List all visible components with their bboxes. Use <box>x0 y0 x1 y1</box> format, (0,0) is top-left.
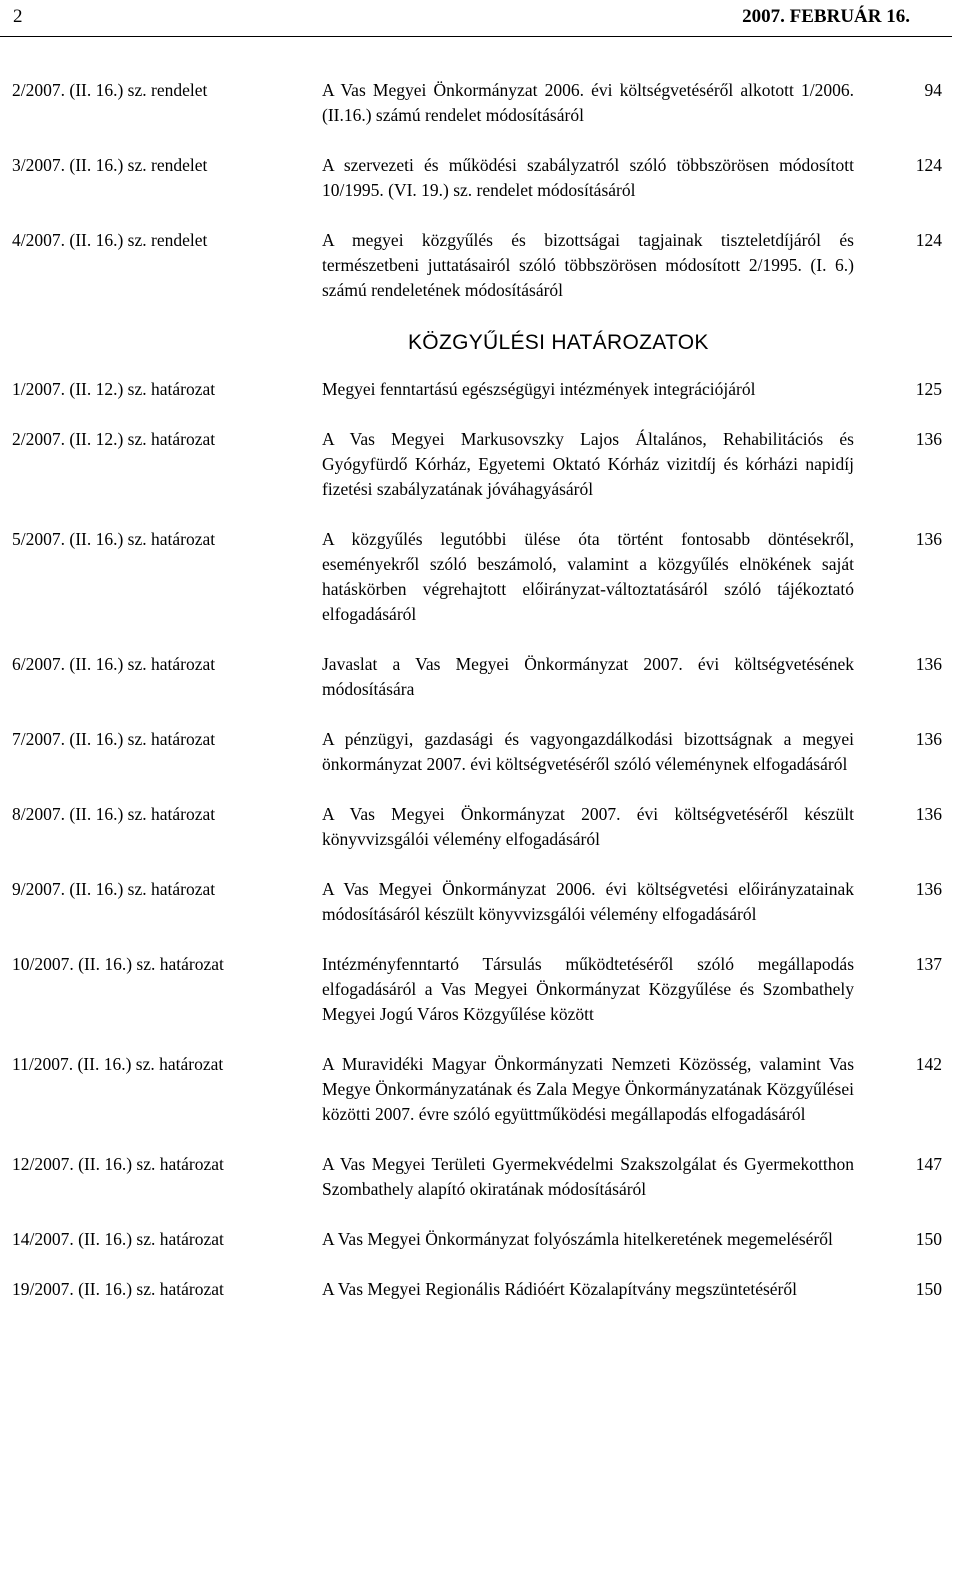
entry-title: A Vas Megyei Önkormányzat 2007. évi költségvetéséről készült könyvvizsgálói vélemény elfogadásáról <box>322 804 854 849</box>
entry-page: 136 <box>915 529 942 549</box>
toc-entry-hatarozat <box>0 802 960 852</box>
toc-entry-hatarozat <box>0 877 960 927</box>
entry-page: 125 <box>915 379 942 399</box>
entry-page: 137 <box>915 954 942 974</box>
entry-page: 147 <box>915 1154 942 1174</box>
section-heading <box>0 326 960 360</box>
entry-title: A megyei közgyűlés és bizottságai tagjainak tiszteletdíjáról és természetbeni juttatásairól szóló többszörösen módosított 2/1995. (I. 6.) számú rendeletének módosításáról <box>322 230 854 300</box>
entry-page: 136 <box>915 429 942 449</box>
toc-entry-rendelet <box>0 228 960 303</box>
entry-page: 150 <box>915 1229 942 1249</box>
toc-entry-hatarozat <box>0 1277 960 1302</box>
toc-entry-hatarozat <box>0 527 960 627</box>
entry-page: 136 <box>915 729 942 749</box>
entry-title: A közgyűlés legutóbbi ülése óta történt fontosabb döntésekről, eseményekről szóló beszámoló, valamint a közgyűlés elnökének saját hatáskörben végrehajtott előirányzat-változtatásáról szóló tájékoztató elfogadásáról <box>322 529 854 624</box>
entry-reference: 7/2007. (II. 16.) sz. határozat <box>12 729 216 749</box>
entry-title: A Vas Megyei Területi Gyermekvédelmi Szakszolgálat és Gyermekotthon Szombathely alapító okiratának módosításáról <box>322 1154 854 1199</box>
section-title: KÖZGYŰLÉSI HATÁROZATOK <box>408 331 709 354</box>
entry-reference: 14/2007. (II. 16.) sz. határozat <box>12 1229 224 1249</box>
toc-entry-rendelet <box>0 153 960 203</box>
table-of-contents <box>0 78 960 1302</box>
entry-reference: 5/2007. (II. 16.) sz. határozat <box>12 529 216 549</box>
entry-reference: 19/2007. (II. 16.) sz. határozat <box>12 1279 224 1299</box>
entry-reference: 11/2007. (II. 16.) sz. határozat <box>12 1054 224 1074</box>
toc-entry-hatarozat <box>0 427 960 502</box>
entry-page: 142 <box>915 1054 942 1074</box>
issue-date: 2007. FEBRUÁR 16. <box>742 6 910 27</box>
toc-entry-hatarozat <box>0 1152 960 1202</box>
entry-reference: 6/2007. (II. 16.) sz. határozat <box>12 654 216 674</box>
toc-entry-rendelet <box>0 78 960 128</box>
page-header <box>0 0 952 37</box>
entry-title: A szervezeti és működési szabályzatról szóló többszörösen módosított 10/1995. (VI. 19.) sz. rendelet módosításáról <box>322 155 854 200</box>
toc-entry-hatarozat <box>0 652 960 702</box>
entry-title: Javaslat a Vas Megyei Önkormányzat 2007. évi költségvetésének módosítására <box>322 654 854 699</box>
entry-title: A pénzügyi, gazdasági és vagyongazdálkodási bizottságnak a megyei önkormányzat 2007. évi költségvetéséről szóló véleménynek elfogadásáról <box>322 729 854 774</box>
entry-title: A Vas Megyei Regionális Rádióért Közalapítvány megszüntetéséről <box>322 1279 797 1299</box>
entry-reference: 9/2007. (II. 16.) sz. határozat <box>12 879 216 899</box>
entry-title: Intézményfenntartó Társulás működtetéséről szóló megállapodás elfogadásáról a Vas Megyei Önkormányzat Közgyűlése és Szombathely Megyei Jogú Város Közgyűlése között <box>322 954 854 1024</box>
entry-page: 124 <box>915 155 942 175</box>
entry-title: Megyei fenntartású egészségügyi intézmények integrációjáról <box>322 379 756 399</box>
entry-page: 136 <box>915 804 942 824</box>
toc-entry-hatarozat <box>0 727 960 777</box>
toc-entry-hatarozat <box>0 1227 960 1252</box>
entry-title: A Muravidéki Magyar Önkormányzati Nemzeti Közösség, valamint Vas Megye Önkormányzatának és Zala Megye Önkormányzatának Közgyűlései közötti 2007. évre szóló együttműködési megállapodás elfogadásáról <box>322 1054 854 1124</box>
entry-reference: 8/2007. (II. 16.) sz. határozat <box>12 804 216 824</box>
entry-reference: 3/2007. (II. 16.) sz. rendelet <box>12 155 208 175</box>
toc-entry-hatarozat <box>0 952 960 1027</box>
entry-title: A Vas Megyei Markusovszky Lajos Általános, Rehabilitációs és Gyógyfürdő Kórház, Egyetemi Oktató Kórház vizitdíj és kórházi napidíj fizetési szabályzatának jóváhagyásáról <box>322 429 854 499</box>
toc-entry-hatarozat <box>0 377 960 402</box>
entry-reference: 12/2007. (II. 16.) sz. határozat <box>12 1154 224 1174</box>
entry-page: 94 <box>924 80 942 100</box>
page-number: 2 <box>13 6 23 27</box>
entry-page: 136 <box>915 879 942 899</box>
entry-page: 124 <box>915 230 942 250</box>
entry-page: 150 <box>915 1279 942 1299</box>
entry-title: A Vas Megyei Önkormányzat folyószámla hitelkeretének megemeléséről <box>322 1229 833 1249</box>
entry-reference: 2/2007. (II. 16.) sz. rendelet <box>12 80 208 100</box>
entry-reference: 4/2007. (II. 16.) sz. rendelet <box>12 230 208 250</box>
entry-reference: 1/2007. (II. 12.) sz. határozat <box>12 379 216 399</box>
entry-title: A Vas Megyei Önkormányzat 2006. évi költségvetéséről alkotott 1/2006. (II.16.) számú rendelet módosításáról <box>322 80 854 125</box>
entry-page: 136 <box>915 654 942 674</box>
entry-reference: 2/2007. (II. 12.) sz. határozat <box>12 429 216 449</box>
entry-reference: 10/2007. (II. 16.) sz. határozat <box>12 954 224 974</box>
entry-title: A Vas Megyei Önkormányzat 2006. évi költségvetési előirányzatainak módosításáról készült könyvvizsgálói vélemény elfogadásáról <box>322 879 854 924</box>
toc-entry-hatarozat <box>0 1052 960 1127</box>
